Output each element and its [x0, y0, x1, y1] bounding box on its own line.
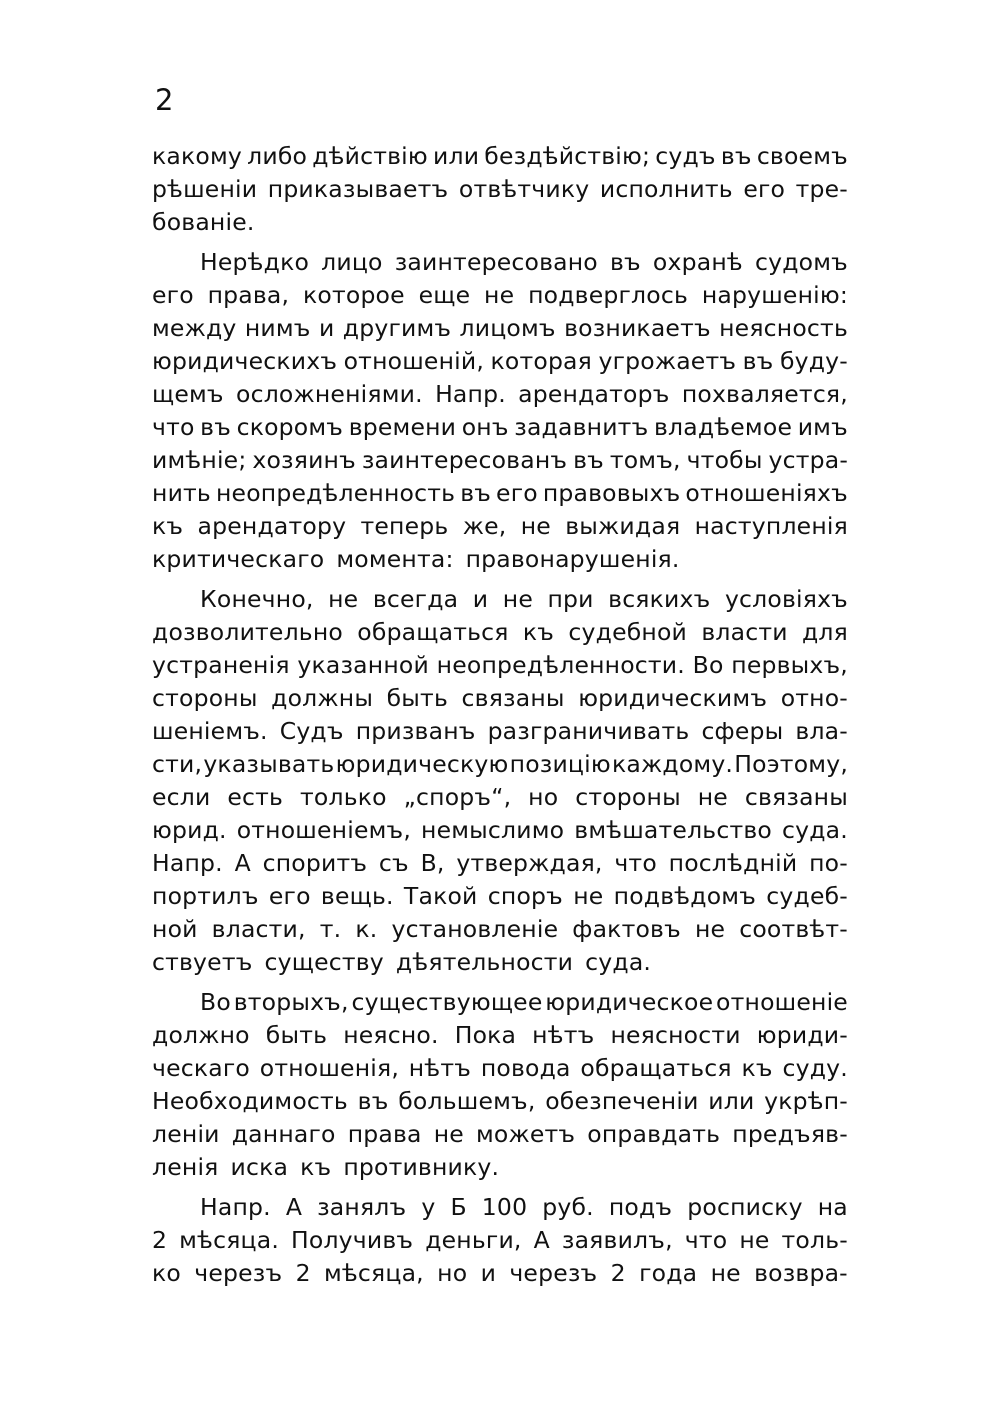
word: момента:: [336, 545, 454, 573]
word: исполнить: [599, 175, 733, 203]
text-line: [152, 444, 848, 477]
word: судеб-: [766, 882, 848, 910]
word: ческаго: [152, 1054, 250, 1082]
word: 2: [610, 1259, 626, 1287]
word: предъяв-: [732, 1120, 848, 1148]
word: неопредѣленность: [215, 479, 456, 507]
word: томъ,: [609, 446, 681, 474]
word: въ: [460, 479, 492, 507]
word: первыхъ,: [731, 651, 848, 679]
word: разграничивать: [487, 717, 690, 745]
word: вла-: [795, 717, 848, 745]
word: дозволительно: [152, 618, 344, 646]
word: Напр.: [200, 1193, 271, 1221]
word: приказываетъ: [267, 175, 449, 203]
word: къ: [741, 1054, 773, 1082]
text-line: [152, 312, 848, 345]
word: Получивъ: [291, 1226, 414, 1254]
text-line: [152, 913, 848, 946]
word: дѣйствію: [312, 142, 428, 170]
word: своемъ: [756, 142, 848, 170]
paragraph: [152, 246, 848, 576]
word: между: [152, 314, 237, 342]
word: не: [433, 1120, 464, 1148]
word: въ: [720, 142, 752, 170]
word: Напр.: [435, 380, 506, 408]
word: только: [300, 783, 387, 811]
word: что: [684, 1226, 728, 1254]
word: нѣтъ: [408, 1054, 472, 1082]
text-line: [152, 1085, 848, 1118]
word: неясно.: [343, 1021, 439, 1049]
word: большемъ,: [398, 1087, 536, 1115]
word: Б: [450, 1193, 467, 1221]
word: споръ: [487, 882, 563, 910]
word: Конечно,: [200, 585, 314, 613]
text-line: [152, 206, 848, 239]
word: и: [318, 314, 335, 342]
word: юриди-: [756, 1021, 848, 1049]
word: онъ: [461, 413, 509, 441]
word: возникаетъ: [564, 314, 711, 342]
text-line: [152, 1224, 848, 1257]
word: ко: [152, 1259, 181, 1287]
word: въ: [742, 347, 774, 375]
word: Нерѣдко: [200, 248, 310, 276]
word: власти: [701, 618, 788, 646]
word: всякихъ: [608, 585, 711, 613]
text-line: [152, 246, 848, 279]
word: права,: [207, 281, 290, 309]
word: задавнитъ: [514, 413, 649, 441]
word: можетъ: [475, 1120, 576, 1148]
word: ленія: [152, 1153, 219, 1181]
word: правонарушенія.: [465, 545, 680, 573]
word: быть: [265, 1021, 328, 1049]
word: обращаться: [580, 1054, 732, 1082]
word: на: [817, 1193, 848, 1221]
word: владѣемое: [653, 413, 793, 441]
word: щемъ: [152, 380, 224, 408]
word: что: [614, 849, 657, 877]
word: и: [472, 585, 489, 613]
word: времени: [348, 413, 457, 441]
text-line: [152, 649, 848, 682]
text-line: [152, 781, 848, 814]
word: установленіе: [391, 915, 559, 943]
word: соотвѣт-: [739, 915, 848, 943]
word: не: [694, 915, 726, 943]
word: должны: [271, 684, 374, 712]
word: связаны: [744, 783, 848, 811]
word: существующее: [351, 988, 543, 1016]
word: юридическое: [545, 988, 714, 1016]
word: вмѣшательство: [574, 816, 772, 844]
word: всегда: [372, 585, 459, 613]
word: права: [347, 1120, 422, 1148]
paragraph: [152, 1191, 848, 1290]
word: призванъ: [355, 717, 476, 745]
word: шеніемъ.: [152, 717, 268, 745]
word: Поэтому,: [734, 750, 848, 778]
word: условіяхъ: [724, 585, 848, 613]
word: какому: [152, 142, 243, 170]
word: Необходимость: [152, 1087, 348, 1115]
word: похваляется,: [681, 380, 848, 408]
paragraph: [152, 986, 848, 1184]
word: имъ: [797, 413, 848, 441]
word: не: [328, 585, 359, 613]
word: либо: [247, 142, 308, 170]
word: бездѣйствію;: [484, 142, 651, 170]
word: его: [496, 479, 538, 507]
word: не: [520, 512, 551, 540]
word: устраненія: [152, 651, 290, 679]
text-line: [152, 411, 848, 444]
word: возвра-: [754, 1259, 848, 1287]
word: обращаться: [357, 618, 509, 646]
word: Во: [692, 651, 724, 679]
word: его: [268, 882, 311, 910]
word: неясности: [610, 1021, 741, 1049]
word: т.: [319, 915, 342, 943]
word: подъ: [608, 1193, 673, 1221]
word: для: [801, 618, 848, 646]
word: не: [573, 882, 604, 910]
word: противнику.: [343, 1153, 500, 1181]
word: мѣсяца,: [324, 1259, 424, 1287]
word: или: [708, 1087, 755, 1115]
text-line: [152, 715, 848, 748]
word: есть: [227, 783, 284, 811]
word: власти,: [211, 915, 306, 943]
word: у: [421, 1193, 436, 1221]
word: должно: [152, 1021, 250, 1049]
text-line: [152, 1118, 848, 1151]
word: правовыхъ: [542, 479, 681, 507]
word: по-: [809, 849, 848, 877]
word: если: [152, 783, 211, 811]
word: которое: [303, 281, 405, 309]
word: осложненіями.: [236, 380, 423, 408]
word: 100: [481, 1193, 528, 1221]
word: устра-: [768, 446, 848, 474]
text-line: [152, 173, 848, 206]
word: Во: [200, 988, 231, 1016]
word: леніи: [152, 1120, 220, 1148]
word: неясность: [719, 314, 848, 342]
word: обезпеченіи: [545, 1087, 699, 1115]
text-line: [152, 847, 848, 880]
word: буду-: [779, 347, 848, 375]
word: В,: [420, 849, 445, 877]
word: фактовъ: [572, 915, 681, 943]
text-line: [152, 140, 848, 173]
word: указанной: [297, 651, 429, 679]
word: повода: [480, 1054, 571, 1082]
text-line: [152, 583, 848, 616]
word: тре-: [795, 175, 848, 203]
word: вторыхъ,: [233, 988, 349, 1016]
word: нимъ: [244, 314, 311, 342]
word: лицомъ: [459, 314, 556, 342]
word: укрѣп-: [764, 1087, 848, 1115]
word: руб.: [542, 1193, 594, 1221]
word: послѣдній: [668, 849, 798, 877]
word: угрожаетъ: [598, 347, 737, 375]
text-line: [152, 946, 848, 979]
word: сти,: [152, 750, 203, 778]
text-line: [152, 1019, 848, 1052]
text-line: [152, 378, 848, 411]
text-line: [152, 1151, 848, 1184]
text-line: [152, 1052, 848, 1085]
word: заявилъ,: [561, 1226, 673, 1254]
word: росписку: [687, 1193, 803, 1221]
word: отношеніемъ,: [236, 816, 412, 844]
word: нарушенію:: [701, 281, 848, 309]
word: въ: [573, 446, 604, 474]
word: отношенія,: [259, 1054, 400, 1082]
word: к.: [355, 915, 378, 943]
word: при: [547, 585, 594, 613]
word: Пока: [454, 1021, 517, 1049]
word: не: [697, 783, 728, 811]
word: занялъ: [317, 1193, 407, 1221]
word: отношеній,: [343, 347, 485, 375]
word: дѣятельности: [395, 948, 574, 976]
word: отвѣтчику: [458, 175, 590, 203]
word: позицію: [509, 750, 611, 778]
word: нѣтъ: [532, 1021, 595, 1049]
word: быть: [386, 684, 448, 712]
text-line: [152, 1191, 848, 1224]
word: въ: [357, 1087, 389, 1115]
word: подверглось: [528, 281, 689, 309]
word: оправдать: [587, 1120, 721, 1148]
word: охранѣ: [652, 248, 743, 276]
word: подвѣдомъ: [613, 882, 757, 910]
word: деньги,: [425, 1226, 522, 1254]
word: теперь: [360, 512, 449, 540]
paragraph: [152, 140, 848, 239]
word: къ: [522, 618, 555, 646]
word: не: [710, 1259, 741, 1287]
word: отно-: [780, 684, 848, 712]
word: хозяинъ: [252, 446, 356, 474]
word: его: [152, 281, 194, 309]
text-line: [152, 748, 848, 781]
word: имѣніе;: [152, 446, 247, 474]
word: которая: [490, 347, 592, 375]
word: 2: [152, 1226, 168, 1254]
word: юридическимъ: [578, 684, 768, 712]
page-number: 2: [155, 83, 174, 117]
word: еще: [418, 281, 471, 309]
word: Такой: [403, 882, 478, 910]
word: рѣшеніи: [152, 175, 258, 203]
word: нить: [152, 479, 211, 507]
word: ствуетъ: [152, 948, 253, 976]
word: вещь.: [320, 882, 394, 910]
word: портилъ: [152, 882, 259, 910]
word: но: [437, 1259, 468, 1287]
text-line: [152, 510, 848, 543]
word: отношеніяхъ: [685, 479, 848, 507]
word: къ: [152, 512, 184, 540]
word: каждому.: [612, 750, 734, 778]
word: же,: [462, 512, 507, 540]
word: и: [480, 1259, 497, 1287]
word: Судъ: [279, 717, 344, 745]
text-line: [152, 1257, 848, 1290]
word: арендаторъ: [518, 380, 670, 408]
word: стороны: [152, 684, 258, 712]
word: юридическихъ: [152, 347, 338, 375]
word: Напр.: [152, 849, 223, 877]
text-body: [152, 140, 848, 1297]
text-line: [152, 880, 848, 913]
word: что: [152, 413, 195, 441]
word: связаны: [461, 684, 565, 712]
word: указывать: [203, 750, 335, 778]
word: въ: [609, 248, 641, 276]
word: А: [234, 849, 251, 877]
word: бованіе.: [152, 208, 255, 236]
word: чтобы: [686, 446, 763, 474]
word: черезъ: [509, 1259, 598, 1287]
word: года: [639, 1259, 698, 1287]
word: даннаго: [231, 1120, 336, 1148]
word: судомъ: [754, 248, 848, 276]
word: юрид.: [152, 816, 227, 844]
word: или: [433, 142, 480, 170]
word: А: [285, 1193, 303, 1221]
word: другимъ: [342, 314, 452, 342]
word: ной: [152, 915, 198, 943]
text-line: [152, 814, 848, 847]
text-line: [152, 477, 848, 510]
word: толь-: [781, 1226, 848, 1254]
word: наступленія: [694, 512, 848, 540]
word: суда.: [782, 816, 848, 844]
word: не: [484, 281, 515, 309]
word: неопредѣленности.: [436, 651, 685, 679]
word: иска: [230, 1153, 289, 1181]
word: отношеніе: [716, 988, 848, 1016]
text-line: [152, 616, 848, 649]
word: немыслимо: [421, 816, 565, 844]
word: 2: [295, 1259, 311, 1287]
word: существу: [264, 948, 384, 976]
text-line: [152, 682, 848, 715]
word: скоромъ: [236, 413, 344, 441]
text-line: [152, 345, 848, 378]
word: съ: [378, 849, 409, 877]
word: утверждая,: [456, 849, 603, 877]
word: стороны: [575, 783, 681, 811]
word: арендатору: [197, 512, 347, 540]
text-line: [152, 543, 848, 576]
paragraph: [152, 583, 848, 979]
text-line: [152, 279, 848, 312]
word: юридическую: [335, 750, 509, 778]
text-line: [152, 986, 848, 1019]
word: въ: [200, 413, 231, 441]
word: судебной: [568, 618, 688, 646]
word: „споръ“,: [403, 783, 512, 811]
word: мѣсяца.: [179, 1226, 279, 1254]
word: сферы: [701, 717, 784, 745]
word: заинтересовано: [394, 248, 598, 276]
word: но: [528, 783, 559, 811]
word: критическаго: [152, 545, 325, 573]
word: заинтересованъ: [361, 446, 568, 474]
word: судъ: [655, 142, 716, 170]
word: не: [739, 1226, 770, 1254]
word: выжидая: [565, 512, 681, 540]
word: лицо: [321, 248, 383, 276]
word: его: [743, 175, 786, 203]
word: черезъ: [194, 1259, 283, 1287]
word: споритъ: [262, 849, 368, 877]
word: не: [502, 585, 533, 613]
word: А: [533, 1226, 550, 1254]
word: суду.: [782, 1054, 848, 1082]
word: суда.: [585, 948, 652, 976]
word: къ: [300, 1153, 332, 1181]
